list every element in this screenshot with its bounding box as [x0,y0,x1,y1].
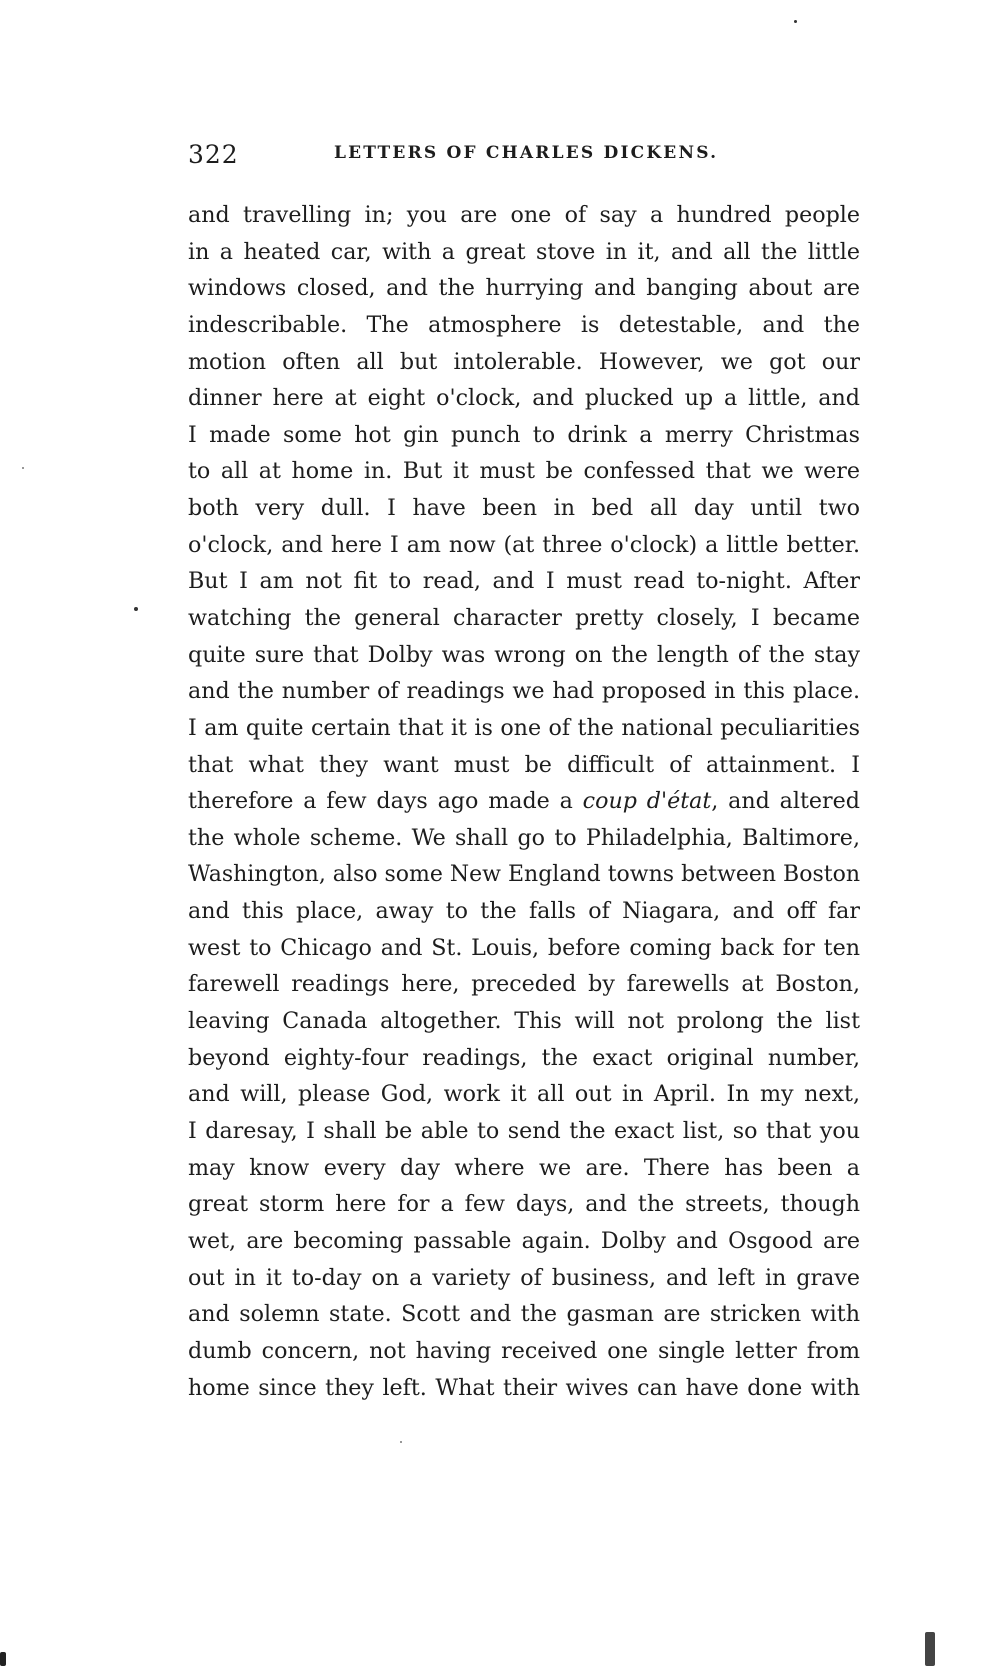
text-line: motion often all but intolerable. However, we got our [188,348,860,375]
text-line: west to Chicago and St. Louis, before coming back for ten [188,934,860,961]
text-line: and this place, away to the falls of Niagara, and off far [188,898,860,925]
text-line: and travelling in; you are one of say a hundred people [188,202,860,228]
text-line: and the number of readings we had proposed in this place. [188,678,860,705]
text-line: home since they left. What their wives can have done with [188,1374,860,1401]
scan-edge-mark [0,1652,6,1666]
print-speck [794,20,797,23]
text-line: Washington, also some New England towns between Boston [188,861,860,887]
text-line: quite sure that Dolby was wrong on the length of the stay [188,641,860,668]
print-speck [134,607,138,611]
italic-phrase: coup d'état [582,788,712,815]
text-line: may know every day where we are. There has been a [188,1154,860,1181]
running-head: LETTERS OF CHARLES DICKENS. [334,143,719,163]
text-line: farewell readings here, preceded by farewells at Boston, [188,971,860,998]
print-speck [22,467,24,469]
text-line: dumb concern, not having received one single letter from [188,1337,860,1364]
text-line: indescribable. The atmosphere is detestable, and the [188,311,860,338]
text-line: o'clock, and here I am now (at three o'clock) a little better. [188,531,860,558]
page-number: 322 [188,140,239,169]
text-line: to all at home in. But it must be confessed that we were [188,458,860,485]
text-line: I made some hot gin punch to drink a merry Christmas [188,421,860,448]
text-line: and will, please God, work it all out in April. In my next, [188,1081,860,1108]
text-line: leaving Canada altogether. This will not prolong the list [188,1008,860,1035]
text-line: both very dull. I have been in bed all day until two [188,495,860,522]
text-line: great storm here for a few days, and the streets, though [188,1191,860,1218]
page-header [188,140,868,180]
text-line: beyond eighty-four readings, the exact original number, [188,1044,860,1071]
text-line: in a heated car, with a great stove in it, and all the little [188,238,860,265]
body-text [188,197,860,1406]
scan-edge-mark [925,1632,935,1666]
text-line: dinner here at eight o'clock, and plucked up a little, and [188,385,860,412]
text-line: wet, are becoming passable again. Dolby and Osgood are [188,1227,860,1254]
text-line: the whole scheme. We shall go to Philadelphia, Baltimore, [188,824,860,851]
text-line: But I am not fit to read, and I must read to-night. After [188,568,860,595]
text-line: windows closed, and the hurrying and banging about are [188,275,860,302]
text-line: I daresay, I shall be able to send the exact list, so that you [188,1118,860,1145]
text-line: that what they want must be difficult of attainment. I [188,751,860,778]
text-line: therefore a few days ago made a coup d'état, and altered [188,788,860,815]
text-line: I am quite certain that it is one of the national peculiarities [188,714,860,741]
text-line: watching the general character pretty closely, I became [188,605,860,632]
text-line: out in it to-day on a variety of business, and left in grave [188,1264,860,1291]
text-line: and solemn state. Scott and the gasman are stricken with [188,1301,860,1328]
print-speck [400,1441,402,1443]
